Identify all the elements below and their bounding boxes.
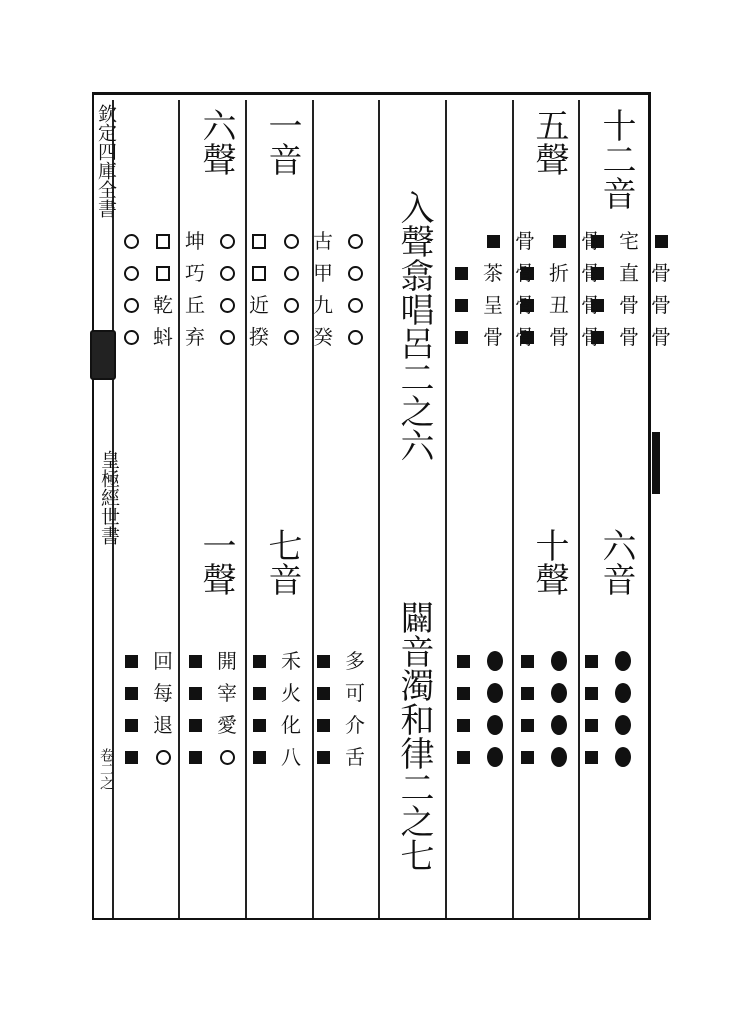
- margin-title-text: 欽定四庫全書: [95, 104, 117, 218]
- mark-cell: [516, 650, 538, 672]
- mark-cell: [184, 714, 206, 736]
- char-cell: 近: [249, 293, 269, 317]
- column-rule: [245, 100, 247, 918]
- char-cell: 骨: [515, 293, 535, 317]
- mark-cell: [216, 294, 238, 316]
- grid-row: [120, 650, 366, 672]
- char-cell: 古: [313, 229, 333, 253]
- mark-cell: [248, 650, 270, 672]
- heading-l2: [258, 108, 307, 176]
- square-mark: [457, 655, 470, 668]
- dot-mark: [487, 651, 503, 671]
- heading-r2-text: 五聲: [529, 108, 569, 176]
- mark-cell: [152, 746, 174, 768]
- mark-cell: [344, 326, 366, 348]
- char-cell: 骨: [651, 261, 671, 285]
- column-rule: [445, 100, 447, 918]
- circle-mark: [220, 234, 235, 249]
- char-cell: 呈: [483, 293, 503, 317]
- square-mark: [125, 719, 138, 732]
- mark-cell: [580, 682, 602, 704]
- grid-row: [120, 230, 366, 252]
- square-mark: [487, 235, 500, 248]
- char-cell: 可: [345, 681, 365, 705]
- grid-row: [120, 294, 366, 316]
- mark-cell: [312, 714, 334, 736]
- grid-row: [120, 682, 366, 704]
- frame-left-border: [92, 92, 94, 920]
- square-mark: [553, 235, 566, 248]
- char-cell: 骨: [619, 293, 639, 317]
- circle-mark: [284, 330, 299, 345]
- char-cell: 坤: [185, 229, 205, 253]
- grid-row: [450, 294, 536, 316]
- mark-cell: [184, 746, 206, 768]
- char-cell: 骨: [581, 293, 601, 317]
- mark-cell: [152, 230, 174, 252]
- grid-left-bottom: [120, 650, 366, 768]
- char-cell: 每: [153, 681, 173, 705]
- mark-cell: [612, 650, 634, 672]
- mark-cell: [120, 650, 142, 672]
- heading-r1-text: 十二音: [596, 108, 636, 210]
- dot-mark: [551, 683, 567, 703]
- mark-cell: [548, 746, 570, 768]
- square-mark: [317, 687, 330, 700]
- dot-mark: [615, 715, 631, 735]
- circle-mark: [348, 330, 363, 345]
- mark-cell: [280, 230, 302, 252]
- mark-cell: [312, 682, 334, 704]
- circle-mark: [220, 330, 235, 345]
- square-mark: [317, 719, 330, 732]
- frame-top-border: [92, 92, 650, 95]
- mark-cell: [280, 262, 302, 284]
- grid-row: [120, 326, 366, 348]
- square-mark: [189, 655, 202, 668]
- spine-mark: [652, 432, 660, 494]
- square-mark: [317, 751, 330, 764]
- mark-cell: [450, 262, 472, 284]
- circle-mark: [348, 266, 363, 281]
- grid-row: [452, 746, 634, 768]
- mark-cell: [312, 746, 334, 768]
- mark-cell: [120, 262, 142, 284]
- mark-cell: [452, 650, 474, 672]
- char-cell: 舌: [345, 745, 365, 769]
- char-cell: 丑: [549, 293, 569, 317]
- dot-mark: [551, 747, 567, 767]
- square-mark: [457, 751, 470, 764]
- square-mark: [125, 655, 138, 668]
- mark-cell: [450, 294, 472, 316]
- char-cell: 八: [281, 745, 301, 769]
- grid-right-bottom: [452, 650, 634, 768]
- mark-cell: [612, 682, 634, 704]
- char-cell: 宅: [619, 229, 639, 253]
- mark-cell: [516, 746, 538, 768]
- mark-cell: [120, 230, 142, 252]
- circle-mark: [284, 266, 299, 281]
- square-mark: [457, 687, 470, 700]
- dot-mark: [487, 715, 503, 735]
- char-cell: 火: [281, 681, 301, 705]
- mark-cell: [248, 746, 270, 768]
- grid-row: [450, 262, 536, 284]
- char-cell: 開: [217, 649, 237, 673]
- char-cell: 茶: [483, 261, 503, 285]
- square-mark: [585, 655, 598, 668]
- square-mark: [125, 687, 138, 700]
- char-cell: 骨: [581, 229, 601, 253]
- grid-row: [450, 326, 536, 348]
- square-mark: [125, 751, 138, 764]
- column-rule: [312, 100, 314, 918]
- mark-cell: [450, 326, 472, 348]
- square-mark: [585, 751, 598, 764]
- square-mark: [521, 687, 534, 700]
- heading-r1b: [592, 528, 641, 596]
- main-heading: [390, 190, 439, 462]
- margin-seal: [90, 330, 116, 380]
- mark-cell: [650, 230, 672, 252]
- char-cell: 揆: [249, 325, 269, 349]
- mark-cell: [152, 262, 174, 284]
- heading-r2b: [525, 528, 574, 596]
- circle-mark: [124, 298, 139, 313]
- mark-cell: [184, 682, 206, 704]
- mark-cell: [280, 326, 302, 348]
- mark-cell: [548, 714, 570, 736]
- square-mark: [189, 687, 202, 700]
- mark-cell: [612, 714, 634, 736]
- frame-right-border: [648, 92, 651, 920]
- heading-l1b-text: 一聲: [196, 528, 236, 596]
- char-cell: 骨: [619, 325, 639, 349]
- grid-row: [120, 262, 366, 284]
- circle-mark: [220, 750, 235, 765]
- mark-cell: [580, 650, 602, 672]
- square-mark: [455, 267, 468, 280]
- square-mark: [585, 687, 598, 700]
- heading-r1b-text: 六音: [596, 528, 636, 596]
- margin-title: [96, 104, 115, 218]
- char-cell: 巧: [185, 261, 205, 285]
- circle-mark: [348, 298, 363, 313]
- char-cell: 化: [281, 713, 301, 737]
- heading-r2b-text: 十聲: [529, 528, 569, 596]
- heading-l1: [192, 108, 241, 176]
- mark-cell: [580, 714, 602, 736]
- square-mark: [655, 235, 668, 248]
- grid-r3-top: [450, 230, 536, 348]
- circle-mark: [220, 298, 235, 313]
- char-cell: 癸: [313, 325, 333, 349]
- char-cell: 骨: [651, 293, 671, 317]
- char-cell: 退: [153, 713, 173, 737]
- main-heading-2-text: 闢音濁和律二之七: [394, 600, 434, 872]
- box-mark: [156, 266, 170, 281]
- dot-mark: [487, 747, 503, 767]
- mark-cell: [484, 650, 506, 672]
- char-cell: 禾: [281, 649, 301, 673]
- dot-mark: [615, 683, 631, 703]
- mark-cell: [120, 682, 142, 704]
- square-mark: [253, 719, 266, 732]
- circle-mark: [124, 330, 139, 345]
- mark-cell: [452, 714, 474, 736]
- mark-cell: [344, 262, 366, 284]
- char-cell: 折: [549, 261, 569, 285]
- main-heading-2: [390, 600, 439, 872]
- mark-cell: [516, 682, 538, 704]
- char-cell: 介: [345, 713, 365, 737]
- grid-row: [452, 714, 634, 736]
- heading-l2b-text: 七音: [262, 528, 302, 596]
- box-mark: [252, 266, 266, 281]
- square-mark: [585, 719, 598, 732]
- square-mark: [455, 331, 468, 344]
- box-mark: [252, 234, 266, 249]
- mark-cell: [548, 230, 570, 252]
- mark-cell: [484, 746, 506, 768]
- char-cell: 骨: [483, 325, 503, 349]
- grid-row: [120, 714, 366, 736]
- dot-mark: [551, 715, 567, 735]
- square-mark: [189, 751, 202, 764]
- circle-mark: [156, 750, 171, 765]
- margin-book: [96, 450, 123, 545]
- column-rule: [378, 100, 380, 918]
- heading-l2-text: 一音: [262, 108, 302, 176]
- grid-row: [450, 230, 536, 252]
- mark-cell: [216, 230, 238, 252]
- square-mark: [253, 751, 266, 764]
- mark-cell: [184, 650, 206, 672]
- char-cell: 丘: [185, 293, 205, 317]
- margin-page: [96, 748, 116, 790]
- char-cell: 骨: [549, 325, 569, 349]
- char-cell: 乾: [153, 293, 173, 317]
- mark-cell: [484, 682, 506, 704]
- box-mark: [156, 234, 170, 249]
- mark-cell: [312, 650, 334, 672]
- char-cell: 弃: [185, 325, 205, 349]
- char-cell: 甲: [313, 261, 333, 285]
- square-mark: [253, 655, 266, 668]
- square-mark: [317, 655, 330, 668]
- mark-cell: [248, 230, 270, 252]
- mark-cell: [612, 746, 634, 768]
- square-mark: [457, 719, 470, 732]
- square-mark: [521, 719, 534, 732]
- mark-cell: [120, 326, 142, 348]
- dot-mark: [551, 651, 567, 671]
- dot-mark: [487, 683, 503, 703]
- mark-cell: [216, 326, 238, 348]
- margin-page-text: 卷二之: [98, 748, 114, 790]
- column-rule: [512, 100, 514, 918]
- circle-mark: [124, 234, 139, 249]
- mark-cell: [216, 262, 238, 284]
- grid-row: [452, 682, 634, 704]
- dot-mark: [615, 651, 631, 671]
- mark-cell: [452, 682, 474, 704]
- heading-l1-text: 六聲: [196, 108, 236, 176]
- mark-cell: [120, 746, 142, 768]
- char-cell: 骨: [651, 325, 671, 349]
- column-rule: [178, 100, 180, 918]
- char-cell: 回: [153, 649, 173, 673]
- circle-mark: [220, 266, 235, 281]
- mark-cell: [580, 746, 602, 768]
- heading-l1b: [192, 528, 241, 596]
- mark-cell: [344, 230, 366, 252]
- margin-book-text: 皇極經世書: [98, 450, 120, 545]
- mark-cell: [452, 746, 474, 768]
- mark-cell: [248, 682, 270, 704]
- grid-row: [452, 650, 634, 672]
- heading-r1: [592, 108, 641, 210]
- dot-mark: [615, 747, 631, 767]
- mark-cell: [484, 714, 506, 736]
- square-mark: [455, 299, 468, 312]
- square-mark: [521, 655, 534, 668]
- mark-cell: [516, 714, 538, 736]
- char-cell: 愛: [217, 713, 237, 737]
- char-cell: 骨: [515, 229, 535, 253]
- mark-cell: [120, 294, 142, 316]
- square-mark: [253, 687, 266, 700]
- column-rule: [578, 100, 580, 918]
- char-cell: 九: [313, 293, 333, 317]
- char-cell: 骨: [581, 325, 601, 349]
- mark-cell: [248, 714, 270, 736]
- mark-cell: [482, 230, 504, 252]
- mark-cell: [548, 682, 570, 704]
- grid-left-top: [120, 230, 366, 348]
- square-mark: [521, 751, 534, 764]
- heading-r2: [525, 108, 574, 176]
- mark-cell: [280, 294, 302, 316]
- char-cell: 骨: [581, 261, 601, 285]
- heading-l2b: [258, 528, 307, 596]
- mark-cell: [120, 714, 142, 736]
- char-cell: 多: [345, 649, 365, 673]
- circle-mark: [284, 234, 299, 249]
- mark-cell: [248, 262, 270, 284]
- circle-mark: [124, 266, 139, 281]
- mark-cell: [548, 650, 570, 672]
- char-cell: 宰: [217, 681, 237, 705]
- mark-cell: [344, 294, 366, 316]
- square-mark: [189, 719, 202, 732]
- frame-bottom-border: [92, 918, 650, 920]
- mark-cell: [216, 746, 238, 768]
- char-cell: 直: [619, 261, 639, 285]
- circle-mark: [284, 298, 299, 313]
- char-cell: 骨: [515, 325, 535, 349]
- grid-row: [120, 746, 366, 768]
- char-cell: 骨: [515, 261, 535, 285]
- circle-mark: [348, 234, 363, 249]
- char-cell: 蚪: [153, 325, 173, 349]
- main-heading-text: 入聲翕唱呂二之六: [394, 190, 434, 462]
